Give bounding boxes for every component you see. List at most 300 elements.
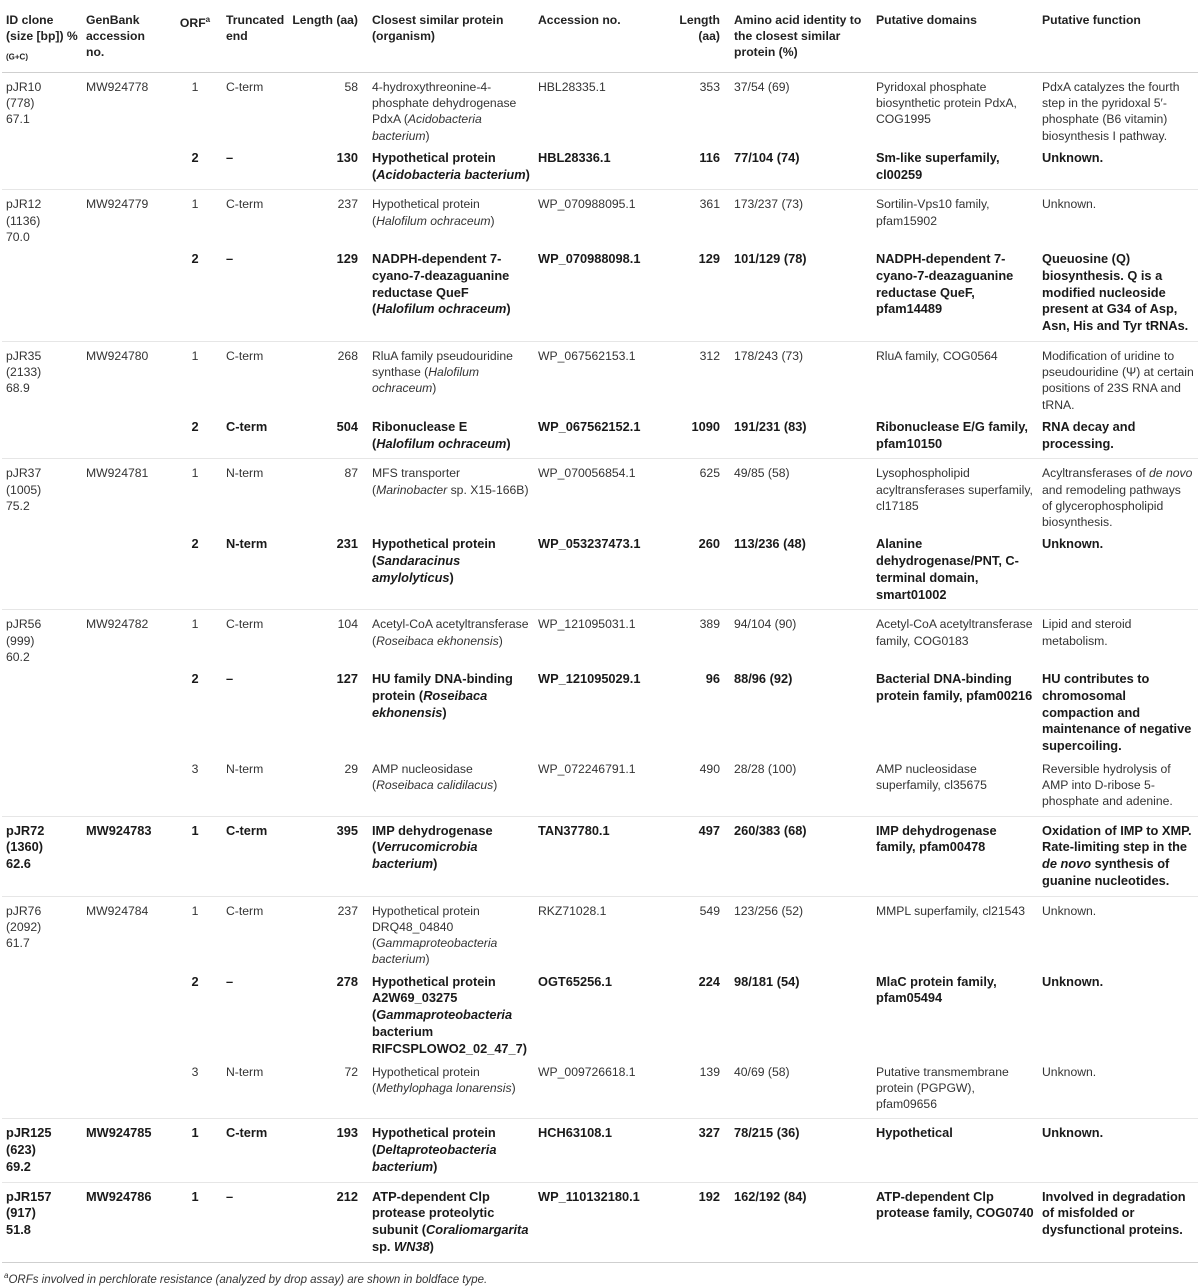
clone-gc: 67.1	[6, 112, 30, 127]
clone-gc: 51.8	[6, 1222, 31, 1238]
cell-length: 504	[288, 417, 368, 459]
cell-length: 212	[288, 1182, 368, 1262]
col-function: Putative function	[1038, 0, 1198, 73]
cell-accession: WP_070988098.1	[534, 249, 664, 341]
protein-suffix: )	[449, 569, 454, 585]
cell-closest-protein	[368, 190, 534, 249]
table-row	[2, 249, 1198, 341]
cell-genbank: MW924785	[82, 1119, 168, 1182]
cell-function	[1038, 459, 1198, 534]
cell-accession: WP_053237473.1	[534, 534, 664, 610]
organism: Verrucomicrobia bacterium	[372, 839, 478, 872]
cell-genbank: MW924782	[86, 617, 149, 632]
cell-clone	[2, 249, 82, 341]
table-row	[2, 896, 1198, 971]
cell-truncated: –	[226, 671, 234, 687]
organism: Halofilum ochraceum	[376, 435, 507, 451]
cell-domains: Ribonuclease E/G family, pfam10150	[872, 417, 1038, 459]
cell-clone	[2, 417, 82, 459]
cell-clone	[2, 610, 82, 669]
table-row	[2, 417, 1198, 459]
cell-domains: MMPL superfamily, cl21543	[876, 903, 1026, 918]
clone-id: pJR125	[6, 1125, 52, 1141]
table-row	[2, 759, 1198, 816]
cell-orf: 3	[168, 1062, 222, 1119]
cell-clone	[2, 190, 82, 249]
clone-id: pJR157	[6, 1188, 52, 1204]
cell-closest-protein	[368, 417, 534, 459]
clone-gc: 61.7	[6, 936, 30, 951]
cell-identity: 37/54 (69)	[734, 80, 790, 95]
cell-length2: 1090	[664, 417, 730, 459]
cell-length2: 497	[664, 816, 730, 896]
cell-truncated: N-term	[226, 466, 264, 481]
cell-genbank: MW924783	[82, 816, 168, 896]
cell-domains: IMP dehydrogenase family, pfam00478	[872, 816, 1038, 896]
cell-length: 72	[288, 1062, 368, 1119]
clone-id: pJR72	[6, 822, 45, 838]
cell-closest-protein	[368, 459, 534, 534]
table-row	[2, 534, 1198, 610]
protein-name: Hypothetical protein (	[372, 149, 496, 182]
cell-identity: 78/215 (36)	[730, 1119, 872, 1182]
clone-size: (917)	[6, 1205, 36, 1221]
clone-size: (1005)	[6, 482, 42, 497]
col-orf: ORF$^a$	[168, 0, 222, 73]
col-length: Length (aa)	[288, 0, 368, 73]
cell-function: Unknown.	[1038, 1062, 1198, 1119]
cell-length: 395	[288, 816, 368, 896]
protein-name: AMP nucleosidase (	[372, 762, 473, 793]
cell-clone	[2, 1119, 82, 1182]
col-accession: Accession no.	[534, 0, 664, 73]
cell-length2: 260	[664, 534, 730, 610]
cell-genbank: MW924778	[86, 80, 149, 95]
cell-length: 127	[336, 671, 358, 687]
cell-length2: 312	[699, 349, 720, 364]
cell-identity: 173/237 (73)	[734, 197, 804, 212]
protein-suffix: )	[433, 856, 438, 872]
organism: Gammaproteobacteria	[376, 1007, 513, 1023]
cell-length2: 361	[699, 197, 720, 212]
cell-identity: 101/129 (78)	[730, 249, 872, 341]
cell-length2: 389	[699, 617, 720, 632]
organism: Roseibaca calidilacus	[376, 778, 494, 793]
cell-length: 87	[344, 466, 358, 481]
cell-domains: Putative transmembrane protein (PGPGW), pfam09656	[872, 1062, 1038, 1119]
clone-size: (2133)	[6, 365, 42, 380]
cell-truncated: C-term	[226, 903, 264, 918]
clone-size: (999)	[6, 633, 35, 648]
cell-genbank	[82, 1062, 168, 1119]
protein-name: Hypothetical protein (	[372, 197, 480, 228]
cell-length2: 353	[699, 80, 720, 95]
cell-closest-protein	[368, 972, 534, 1062]
cell-length: 237	[337, 197, 358, 212]
cell-orf: 2	[168, 249, 222, 341]
cell-identity: 260/383 (68)	[730, 816, 872, 896]
cell-genbank	[82, 972, 168, 1062]
protein-name: Ribonuclease E (	[372, 418, 468, 451]
col-closest: Closest similar protein (organism)	[368, 0, 534, 73]
clone-size: (778)	[6, 96, 35, 111]
table-row	[2, 342, 1198, 417]
cell-closest-protein	[368, 610, 534, 669]
cell-accession: WP_121095029.1	[538, 671, 641, 687]
cell-genbank	[82, 759, 168, 816]
cell-identity: 40/69 (58)	[730, 1062, 872, 1119]
clone-id: pJR37	[6, 466, 42, 481]
table-row	[2, 816, 1198, 896]
cell-truncated: C-term	[222, 1119, 288, 1182]
protein-suffix: )	[433, 1158, 438, 1174]
cell-orf: 1	[191, 349, 199, 364]
function-text-end: synthesis of guanine nucleotides.	[1042, 856, 1170, 889]
organism: Coraliomargarita	[426, 1222, 529, 1238]
cell-clone	[2, 1062, 82, 1119]
col-genbank: GenBank accession no.	[82, 0, 168, 73]
cell-length: 58	[344, 80, 358, 95]
cell-truncated: –	[222, 1182, 288, 1262]
cell-accession: WP_067562152.1	[534, 417, 664, 459]
cell-domains: Sm-like superfamily, cl00259	[872, 148, 1038, 190]
protein-suffix: sp. X15-166B)	[447, 482, 529, 497]
organism: Acidobacteria bacterium	[372, 112, 482, 143]
cell-function	[1038, 816, 1198, 896]
cell-truncated: N-term	[222, 759, 288, 816]
clone-gc: 75.2	[6, 498, 30, 513]
protein-name: Hypothetical protein (	[372, 536, 496, 569]
organism: Sandaracinus amylolyticus	[372, 553, 461, 585]
protein-suffix: )	[442, 704, 447, 720]
cell-orf: 1	[191, 466, 199, 481]
cell-length2: 490	[664, 759, 730, 816]
table-row	[2, 73, 1198, 148]
cell-domains: RluA family, COG0564	[876, 349, 998, 364]
cell-length2: 625	[699, 466, 720, 481]
cell-orf: 1	[191, 197, 199, 212]
function-text-end: and remodeling pathways of glycerophospholipid biosynthesis.	[1042, 482, 1181, 530]
organism: Methylophaga lonarensis	[376, 1080, 512, 1095]
cell-closest-protein	[368, 534, 534, 610]
cell-accession: WP_110132180.1	[534, 1182, 664, 1262]
table-row	[2, 1119, 1198, 1182]
clone-size: (1136)	[6, 213, 41, 228]
protein-suffix: )	[506, 435, 511, 451]
cell-accession: WP_070056854.1	[538, 466, 636, 481]
table-row	[2, 669, 1198, 759]
table-row	[2, 610, 1198, 669]
table-row	[2, 190, 1198, 249]
cell-length2: 139	[664, 1062, 730, 1119]
protein-name: Hypothetical protein (	[372, 1064, 480, 1095]
cell-function: HU contributes to chromosomal compaction and maintenance of negative supercoiling.	[1042, 671, 1192, 754]
cell-accession: RKZ71028.1	[538, 903, 607, 918]
protein-suffix: )	[525, 166, 530, 182]
cell-function: Queuosine (Q) biosynthesis. Q is a modified nucleoside present at G34 of Asp, Asn, His and Tyr tRNAs.	[1038, 249, 1198, 341]
cell-closest-protein	[368, 816, 534, 896]
cell-identity: 77/104 (74)	[730, 148, 872, 190]
cell-closest-protein	[368, 669, 534, 759]
cell-closest-protein	[368, 73, 534, 148]
organism: Roseibaca ekhonensis	[372, 687, 488, 720]
cell-clone	[2, 148, 82, 190]
cell-length: 231	[288, 534, 368, 610]
cell-function: Reversible hydrolysis of AMP into D-ribose 5-phosphate and adenine.	[1038, 759, 1198, 816]
cell-truncated: –	[226, 973, 234, 989]
cell-clone	[2, 1182, 82, 1262]
cell-length: 104	[337, 617, 358, 632]
cell-clone	[2, 73, 82, 148]
organism: Halofilum ochraceum	[376, 301, 507, 317]
cell-truncated: C-term	[226, 349, 264, 364]
protein-name: Hypothetical protein DRQ48_04840 (	[372, 903, 480, 951]
cell-domains: NADPH-dependent 7-cyano-7-deazaguanine reductase QueF, pfam14489	[872, 249, 1038, 341]
table-row	[2, 459, 1198, 534]
protein-name: HU family DNA-binding protein (	[372, 671, 513, 703]
cell-orf: 2	[191, 973, 199, 989]
cell-identity: 191/231 (83)	[730, 417, 872, 459]
cell-identity: 178/243 (73)	[734, 349, 804, 364]
cell-length: 130	[288, 148, 368, 190]
protein-suffix: )	[511, 1080, 516, 1095]
col-truncated: Truncated end	[222, 0, 288, 73]
table-row	[2, 1182, 1198, 1262]
cell-length: 193	[288, 1119, 368, 1182]
cell-function: Involved in degradation of misfolded or dysfunctional proteins.	[1038, 1182, 1198, 1262]
clone-gc: 62.6	[6, 856, 31, 872]
cell-closest-protein	[368, 1182, 534, 1262]
cell-identity: 113/236 (48)	[730, 534, 872, 610]
cell-clone	[2, 816, 82, 896]
orf-table	[2, 0, 1198, 1263]
protein-suffix-2: )	[429, 1239, 434, 1255]
cell-truncated: C-term	[226, 197, 264, 212]
clone-id: pJR35	[6, 349, 42, 364]
cell-genbank: MW924784	[86, 903, 149, 918]
cell-length2: 192	[664, 1182, 730, 1262]
cell-clone	[2, 759, 82, 816]
cell-closest-protein	[368, 759, 534, 816]
clone-gc: 68.9	[6, 381, 30, 396]
cell-truncated: C-term	[222, 417, 288, 459]
cell-truncated: –	[222, 249, 288, 341]
cell-orf: 1	[191, 903, 199, 918]
cell-truncated: N-term	[222, 1062, 288, 1119]
cell-identity: 28/28 (100)	[730, 759, 872, 816]
cell-identity: 98/181 (54)	[734, 973, 800, 989]
protein-suffix: sp.	[372, 1239, 395, 1255]
protein-suffix: )	[493, 778, 498, 793]
cell-genbank	[82, 148, 168, 190]
cell-identity: 88/96 (92)	[734, 671, 793, 687]
cell-length: 237	[337, 903, 358, 918]
cell-function: Unknown.	[1042, 903, 1097, 918]
cell-clone	[2, 534, 82, 610]
protein-name: Acetyl-CoA acetyltransferase (	[372, 617, 529, 648]
cell-accession: OGT65256.1	[538, 973, 612, 989]
cell-domains: Acetyl-CoA acetyltransferase family, COG0183	[876, 617, 1033, 648]
cell-genbank: MW924786	[82, 1182, 168, 1262]
cell-accession: HCH63108.1	[534, 1119, 664, 1182]
cell-closest-protein	[368, 1119, 534, 1182]
protein-suffix: )	[425, 128, 430, 143]
cell-truncated: N-term	[222, 534, 288, 610]
clone-id: pJR10	[6, 80, 42, 95]
function-text: Oxidation of IMP to XMP. Rate-limiting step in the	[1042, 822, 1192, 855]
clone-gc: 60.2	[6, 649, 30, 664]
clone-gc: 70.0	[6, 229, 30, 244]
cell-domains: Lysophospholipid acyltransferases superfamily, cl17185	[876, 466, 1033, 513]
cell-clone	[2, 972, 82, 1062]
cell-closest-protein	[368, 148, 534, 190]
protein-name: Hypothetical protein A2W69_03275 (	[372, 973, 496, 1023]
cell-domains: Alanine dehydrogenase/PNT, C-terminal domain, smart01002	[872, 534, 1038, 610]
protein-suffix: )	[498, 633, 503, 648]
table-header	[2, 0, 1198, 73]
cell-function: Unknown.	[1042, 197, 1097, 212]
table-row	[2, 972, 1198, 1062]
cell-domains: Bacterial DNA-binding protein family, pfam00216	[876, 671, 1033, 703]
cell-length: 29	[288, 759, 368, 816]
organism: Acidobacteria bacterium	[376, 166, 526, 182]
cell-genbank	[82, 669, 168, 759]
cell-clone	[2, 669, 82, 759]
cell-orf: 1	[168, 816, 222, 896]
cell-closest-protein	[368, 1062, 534, 1119]
cell-orf: 2	[168, 148, 222, 190]
function-emphasis: de novo	[1149, 466, 1193, 481]
cell-domains: Sortilin-Vps10 family, pfam15902	[876, 197, 990, 228]
function-emphasis: de novo	[1042, 856, 1092, 872]
footnote: $^a$ORFs involved in perchlorate resistance (analyzed by drop assay) are shown in boldface type.	[4, 1270, 488, 1286]
cell-orf: 2	[168, 534, 222, 610]
cell-truncated: C-term	[226, 617, 264, 632]
organism: Halofilum ochraceum	[376, 213, 491, 228]
clone-id: pJR12	[6, 197, 42, 212]
cell-closest-protein	[368, 342, 534, 417]
clone-size: (2092)	[6, 920, 42, 935]
protein-name: IMP dehydrogenase (	[372, 822, 493, 855]
clone-size: (623)	[6, 1142, 36, 1158]
cell-genbank	[82, 249, 168, 341]
protein-suffix: )	[432, 381, 437, 396]
cell-orf: 1	[191, 80, 199, 95]
protein-suffix: bacterium RIFCSPLOWO2_02_47_7)	[372, 1024, 528, 1056]
cell-function: Unknown.	[1038, 148, 1198, 190]
cell-accession: HBL28335.1	[538, 80, 606, 95]
organism: Halofilum ochraceum	[372, 365, 480, 396]
cell-closest-protein	[368, 896, 534, 971]
cell-length: 278	[336, 973, 358, 989]
protein-name: RluA family pseudouridine synthase (	[372, 349, 513, 380]
protein-name: Hypothetical protein (	[372, 1125, 496, 1158]
protein-name: 4-hydroxythreonine-4-phosphate dehydrogenase PdxA (	[372, 80, 517, 127]
cell-orf: 3	[168, 759, 222, 816]
cell-domains: ATP-dependent Clp protease family, COG0740	[872, 1182, 1038, 1262]
cell-genbank: MW924779	[86, 197, 149, 212]
cell-closest-protein	[368, 249, 534, 341]
cell-domains: AMP nucleosidase superfamily, cl35675	[872, 759, 1038, 816]
cell-function: Modification of uridine to pseudouridine (Ψ) at certain positions of 23S RNA and tRNA.	[1042, 349, 1194, 412]
cell-function: Unknown.	[1042, 973, 1104, 989]
clone-gc: 69.2	[6, 1158, 31, 1174]
cell-accession: WP_070988095.1	[538, 197, 636, 212]
cell-clone	[2, 342, 82, 417]
cell-orf: 2	[191, 671, 199, 687]
table-row	[2, 148, 1198, 190]
clone-size: (1360)	[6, 839, 43, 855]
protein-suffix: )	[490, 213, 495, 228]
cell-truncated: –	[222, 148, 288, 190]
cell-clone	[2, 459, 82, 534]
cell-accession: WP_067562153.1	[538, 349, 636, 364]
cell-identity: 49/85 (58)	[734, 466, 790, 481]
col-identity: Amino acid identity to the closest similar protein (%)	[730, 0, 872, 73]
protein-name: NADPH-dependent 7-cyano-7-deazaguanine reductase QueF (	[372, 251, 510, 317]
organism: Roseibaca ekhonensis	[376, 633, 499, 648]
cell-length2: 549	[699, 903, 720, 918]
cell-accession: WP_009726618.1	[534, 1062, 664, 1119]
cell-truncated: C-term	[226, 80, 264, 95]
cell-orf: 2	[168, 417, 222, 459]
cell-domains: Pyridoxal phosphate biosynthetic protein PdxA, COG1995	[876, 80, 1017, 127]
cell-accession: HBL28336.1	[534, 148, 664, 190]
organism: Gammaproteobacteria bacterium	[372, 936, 498, 967]
cell-length: 268	[337, 349, 358, 364]
cell-genbank	[82, 534, 168, 610]
table-body	[2, 73, 1198, 1263]
col-length2: Length (aa)	[664, 0, 730, 73]
col-domains: Putative domains	[872, 0, 1038, 73]
cell-identity: 162/192 (84)	[730, 1182, 872, 1262]
organism: Deltaproteobacteria bacterium	[372, 1142, 497, 1174]
cell-length2: 224	[698, 973, 720, 989]
cell-length2: 129	[664, 249, 730, 341]
cell-function: Unknown.	[1038, 1119, 1198, 1182]
organism-strain: WN38	[394, 1239, 430, 1255]
cell-accession: WP_121095031.1	[538, 617, 636, 632]
col-id-clone: ID clone (size [bp]) $\%_{(G+C)}$	[2, 0, 82, 73]
cell-function: Unknown.	[1038, 534, 1198, 610]
cell-genbank: MW924781	[86, 466, 149, 481]
cell-accession: TAN37780.1	[534, 816, 664, 896]
organism: Marinobacter	[376, 482, 448, 497]
cell-function: Lipid and steroid metabolism.	[1042, 617, 1132, 648]
cell-genbank: MW924780	[86, 349, 149, 364]
cell-domains: Hypothetical	[872, 1119, 1038, 1182]
cell-genbank	[82, 417, 168, 459]
cell-identity: 123/256 (52)	[734, 903, 804, 918]
cell-orf: 1	[168, 1119, 222, 1182]
cell-length: 129	[288, 249, 368, 341]
protein-suffix: )	[425, 952, 430, 967]
cell-length2: 327	[664, 1119, 730, 1182]
cell-identity: 94/104 (90)	[734, 617, 797, 632]
cell-accession: WP_072246791.1	[534, 759, 664, 816]
function-text: Acyltransferases of	[1042, 466, 1150, 481]
cell-length2: 116	[664, 148, 730, 190]
protein-suffix: )	[506, 301, 511, 317]
cell-function: PdxA catalyzes the fourth step in the pyridoxal 5′-phosphate (B6 vitamin) biosynthesis I pathway.	[1042, 80, 1180, 143]
protein-name: ATP-dependent Clp protease proteolytic subunit (	[372, 1188, 495, 1238]
clone-id: pJR76	[6, 903, 42, 918]
cell-orf: 1	[168, 1182, 222, 1262]
cell-clone	[2, 896, 82, 971]
table-row	[2, 1062, 1198, 1119]
protein-name: MFS transporter (	[372, 466, 461, 497]
cell-truncated: C-term	[222, 816, 288, 896]
